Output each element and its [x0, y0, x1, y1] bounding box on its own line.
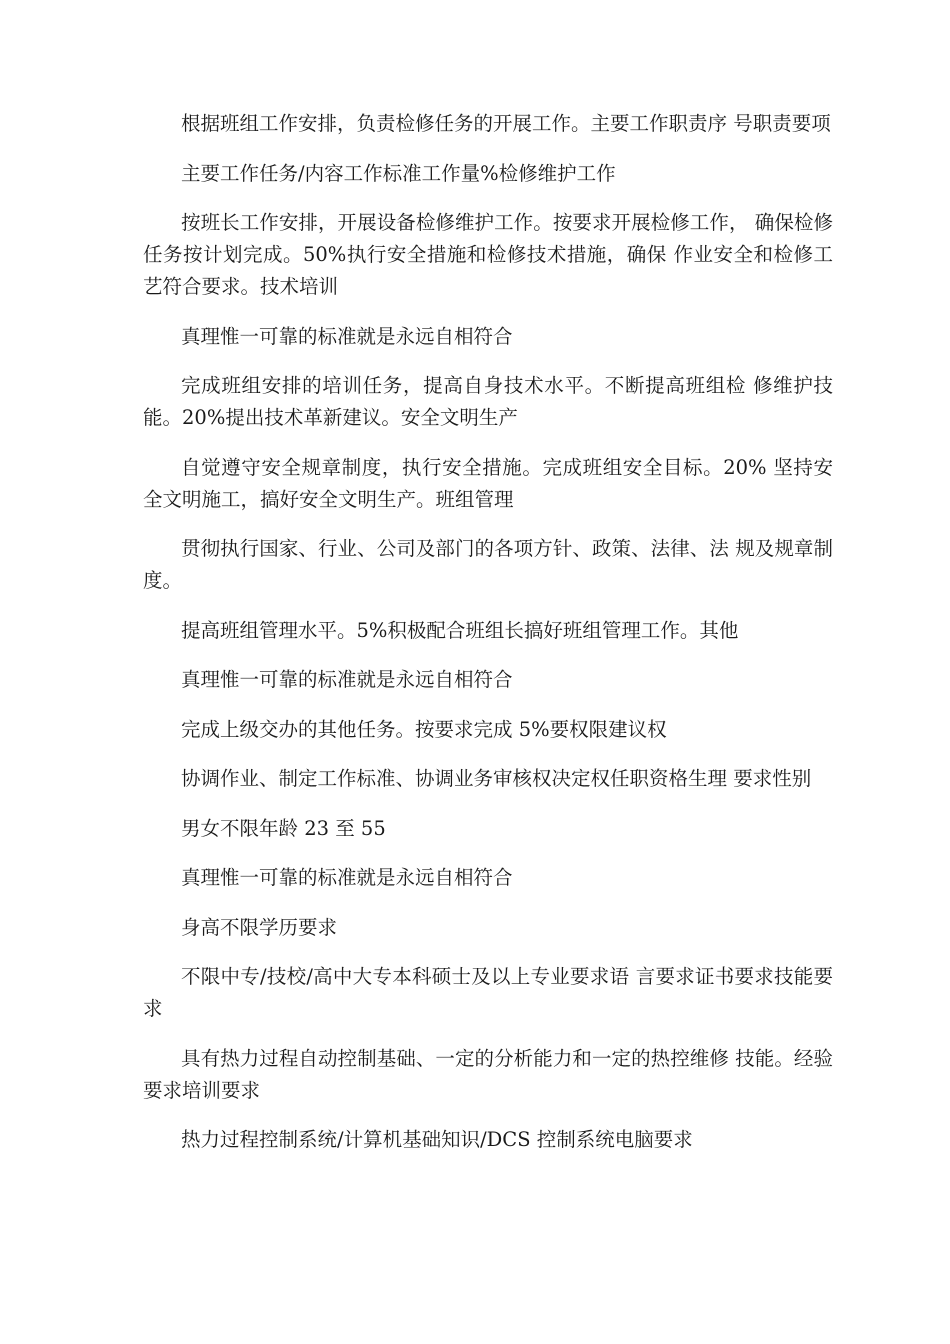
paragraph: 具有热力过程自动控制基础、一定的分析能力和一定的热控维修 技能。经验要求培训要求	[143, 1046, 833, 1102]
document-body	[143, 108, 833, 1174]
paragraph: 男女不限年龄 23 至 55	[181, 816, 386, 840]
paragraph: 自觉遵守安全规章制度，执行安全措施。完成班组安全目标。20% 坚持安全文明施工，搞好安全文明生产。班组管理	[143, 455, 833, 511]
paragraph: 不限中专/技校/高中大专本科硕士及以上专业要求语 言要求证书要求技能要求	[143, 965, 833, 1020]
paragraph: 提高班组管理水平。5%积极配合班组长搞好班组管理工作。其他	[181, 618, 739, 642]
paragraph: 身高不限学历要求	[181, 915, 338, 939]
paragraph: 贯彻执行国家、行业、公司及部门的各项方针、政策、法律、法 规及规章制度。	[143, 537, 833, 592]
paragraph: 热力过程控制系统/计算机基础知识/DCS 控制系统电脑要求	[181, 1128, 693, 1151]
paragraph: 完成班组安排的培训任务，提高自身技术水平。不断提高班组检 修维护技能。20%提出技术革新建议。安全文明生产	[143, 374, 833, 429]
paragraph: 按班长工作安排，开展设备检修维护工作。按要求开展检修工作， 确保检修任务按计划完成。50%执行安全措施和检修技术措施，确保 作业安全和检修工艺符合要求。技术培训	[143, 211, 833, 298]
paragraph: 协调作业、制定工作标准、协调业务审核权决定权任职资格生理 要求性别	[181, 767, 812, 790]
paragraph: 真理惟一可靠的标准就是永远自相符合	[181, 668, 513, 691]
paragraph: 完成上级交办的其他任务。按要求完成 5%要权限建议权	[181, 717, 667, 741]
paragraph: 真理惟一可靠的标准就是永远自相符合	[181, 866, 513, 889]
paragraph: 根据班组工作安排，负责检修任务的开展工作。主要工作职责序 号职责要项	[181, 112, 831, 135]
paragraph: 主要工作任务/内容工作标准工作量%检修维护工作	[181, 161, 616, 185]
paragraph: 真理惟一可靠的标准就是永远自相符合	[181, 324, 513, 348]
